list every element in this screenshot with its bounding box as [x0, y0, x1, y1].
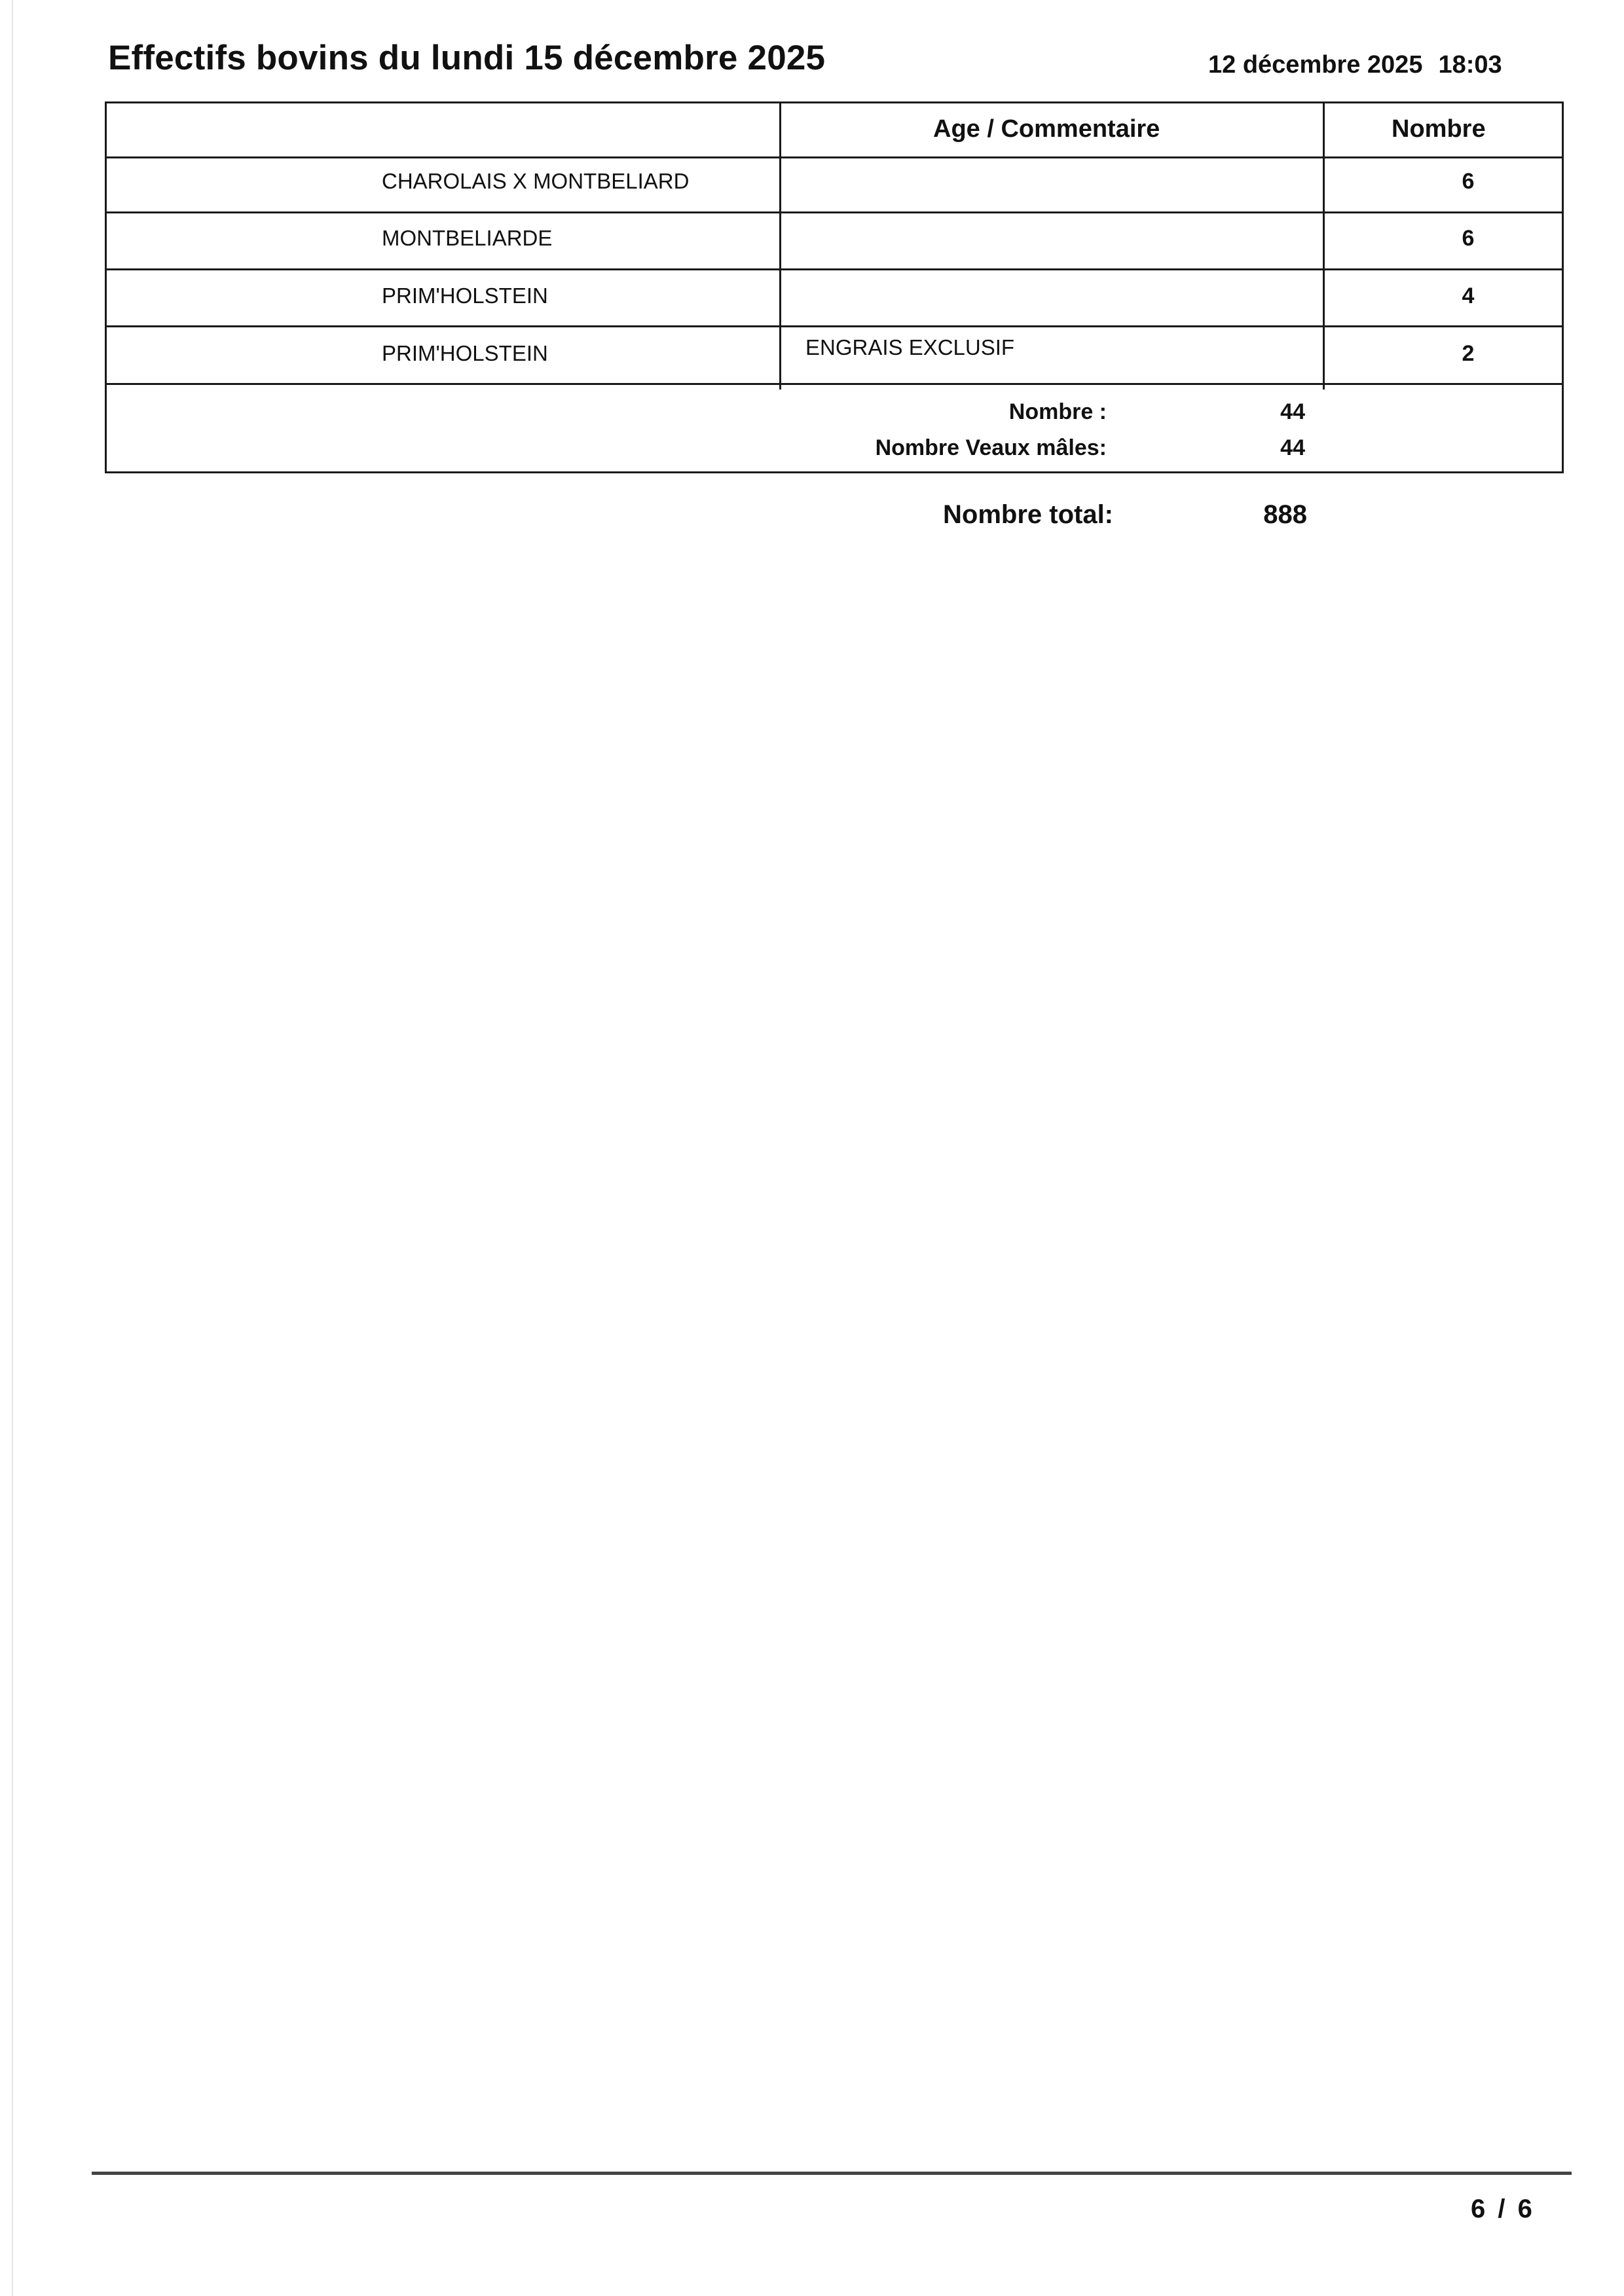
column-divider [1323, 101, 1325, 390]
row-divider [105, 383, 1564, 385]
total-value: 888 [1263, 500, 1307, 529]
header-divider [105, 156, 1564, 158]
table-row-nombre: 2 [1462, 341, 1475, 366]
table-row-nombre: 6 [1462, 169, 1475, 194]
row-divider [105, 268, 1564, 270]
veaux-males-label: Nombre Veaux mâles: [875, 435, 1107, 460]
print-date: 12 décembre 2025 [1208, 51, 1423, 79]
row-divider [105, 325, 1564, 327]
row-divider [105, 211, 1564, 213]
table-row-race: CHAROLAIS X MONTBELIARD [382, 169, 690, 193]
page-title: Effectifs bovins du lundi 15 décembre 2025 [108, 39, 826, 77]
footer-divider [92, 2172, 1572, 2175]
nombre-label: Nombre : [1008, 399, 1107, 424]
page-number: 6 / 6 [1471, 2195, 1532, 2223]
table-row-commentaire: ENGRAIS EXCLUSIF [805, 335, 1015, 359]
column-divider [779, 101, 781, 390]
table-row-nombre: 6 [1462, 226, 1475, 251]
table-row-race: MONTBELIARDE [382, 226, 553, 250]
table-row-race: PRIM'HOLSTEIN [382, 283, 548, 308]
veaux-males-value: 44 [1280, 435, 1305, 460]
print-time: 18:03 [1438, 51, 1502, 79]
print-datetime [1208, 51, 1502, 79]
header-age-commentaire: Age / Commentaire [933, 115, 1160, 143]
header-nombre: Nombre [1392, 115, 1486, 143]
table-row-race: PRIM'HOLSTEIN [382, 341, 548, 365]
total-label: Nombre total: [943, 500, 1113, 529]
nombre-value: 44 [1280, 399, 1305, 424]
table-row-nombre: 4 [1462, 283, 1475, 308]
scan-edge [12, 0, 13, 2296]
